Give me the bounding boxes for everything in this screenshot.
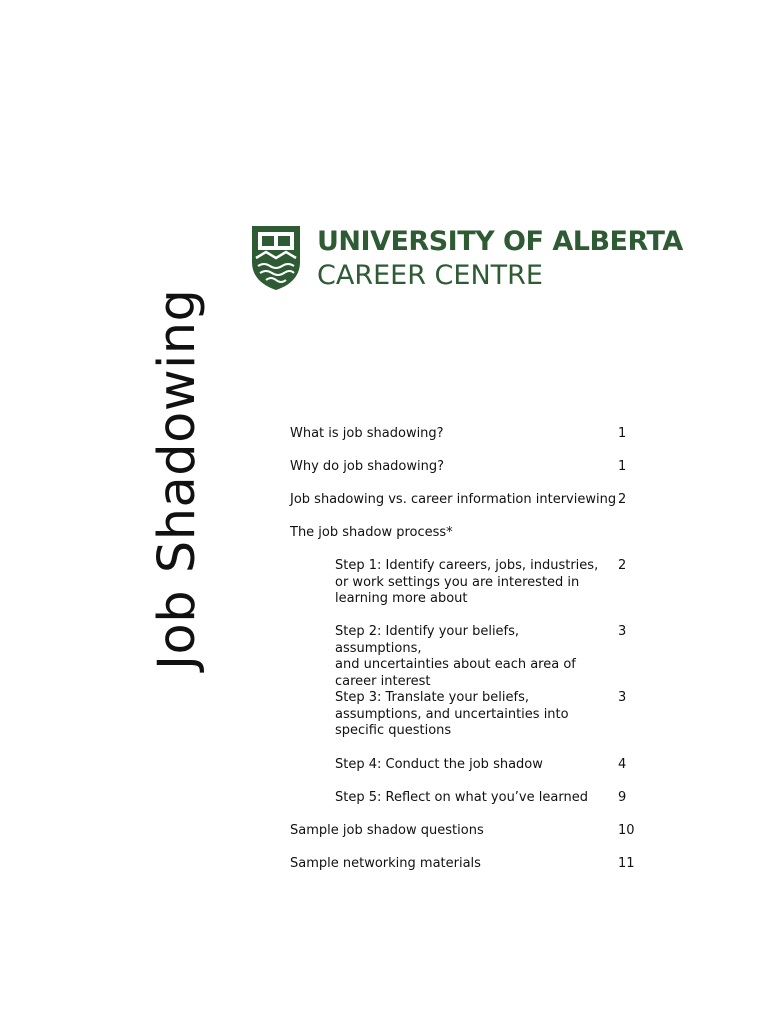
toc-entry [290, 492, 616, 509]
toc-page-number: 1 [618, 459, 627, 474]
side-title-text: Job Shadowing [148, 288, 207, 670]
toc-subentry [335, 558, 605, 608]
toc-entry-text: Step 5: Reflect on what you’ve learned [335, 790, 588, 805]
toc-entry-text: Step 3: Translate your beliefs, assumptions, and uncertainties into specific questions [335, 690, 569, 738]
toc-page-number: 2 [618, 492, 627, 507]
document-side-title [148, 290, 208, 670]
toc-entry-text: Step 2: Identify your beliefs, assumptions, and uncertainties about each area of career interest [335, 624, 576, 689]
toc-subentry [335, 624, 605, 690]
toc-entry [290, 426, 444, 443]
toc-page-number: 1 [618, 426, 627, 441]
toc-entry [290, 459, 444, 476]
toc-entry [290, 856, 481, 873]
toc-entry-text: What is job shadowing? [290, 426, 444, 441]
toc-page-number: 4 [618, 757, 627, 772]
logo-university-name: UNIVERSITY OF ALBERTA [317, 226, 683, 257]
toc-subentry [335, 790, 605, 807]
toc-page-number: 11 [618, 856, 635, 871]
toc-page-number: 10 [618, 823, 635, 838]
toc-page-number: 2 [618, 558, 627, 573]
toc-entry-text: Why do job shadowing? [290, 459, 445, 474]
toc-entry-text: Step 1: Identify careers, jobs, industries, or work settings you are interested in learning more about [335, 558, 599, 606]
university-logo [250, 224, 683, 294]
toc-entry [290, 823, 484, 840]
toc-entry-text: The job shadow process* [290, 525, 453, 540]
toc-entry-text: Step 4: Conduct the job shadow [335, 757, 543, 772]
toc-subentry [335, 690, 605, 740]
toc-entry-text: Job shadowing vs. career information interviewing [290, 492, 617, 507]
toc-page-number: 3 [618, 624, 627, 639]
toc-entry-text: Sample job shadow questions [290, 823, 484, 838]
toc-page-number: 3 [618, 690, 627, 705]
toc-section-heading [290, 525, 453, 542]
university-crest-icon [250, 224, 302, 292]
logo-department-name: CAREER CENTRE [317, 260, 543, 291]
toc-page-number: 9 [618, 790, 627, 805]
toc-subentry [335, 757, 605, 774]
toc-entry-text: Sample networking materials [290, 856, 481, 871]
